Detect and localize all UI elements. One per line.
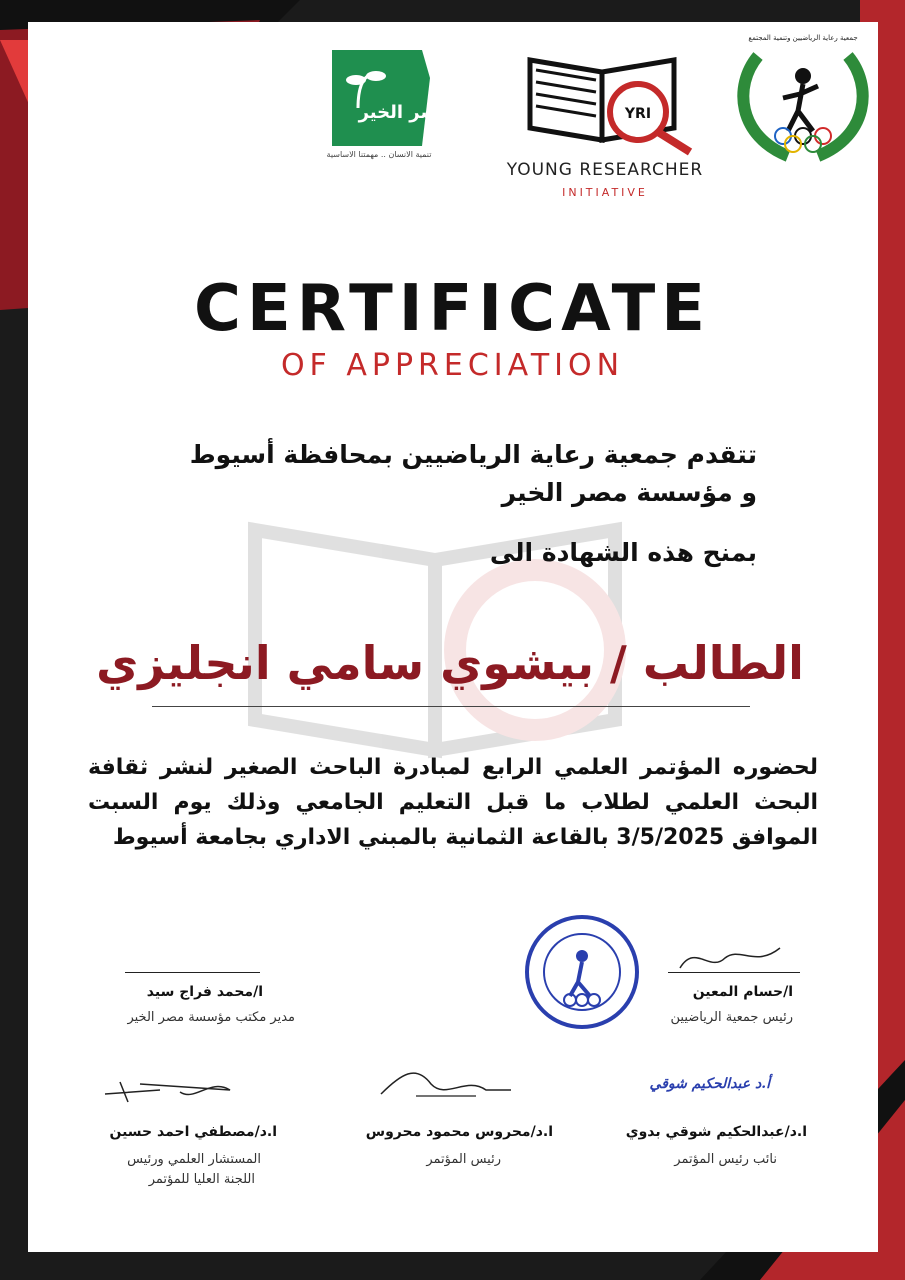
misr-elkheir-tagline: تنمية الانسان .. مهمتنا الاساسية xyxy=(326,150,432,159)
signature-line-1 xyxy=(668,972,800,973)
young-researcher-sub: INITIATIVE xyxy=(562,186,648,199)
young-researcher-name: YOUNG RESEARCHER xyxy=(506,160,704,180)
association-laurel-seal xyxy=(728,36,878,166)
signature-2-name: ا/محمد فراج سيد xyxy=(146,984,263,1000)
book-magnifier-icon xyxy=(490,42,720,152)
intro-line-1: تتقدم جمعية رعاية الرياضيين بمحافظة أسيوط xyxy=(189,440,757,469)
signature-5-title-line-2: اللجنة العليا للمؤتمر xyxy=(148,1172,255,1187)
signature-4-title: رئيس المؤتمر xyxy=(426,1152,501,1167)
signature-line-2 xyxy=(125,972,260,973)
signature-3-title: نائب رئيس المؤتمر xyxy=(674,1152,777,1167)
certificate-subtitle: OF APPRECIATION xyxy=(280,348,625,383)
intro-line-3: بمنح هذه الشهادة الى xyxy=(489,538,757,567)
signature-4-name: ا.د/محروس محمود محروس xyxy=(365,1124,553,1140)
misr-elkheir-logo xyxy=(318,48,450,168)
certificate-body: لحضوره المؤتمر العلمي الرابع لمبادرة الباحث الصغير لنشر ثقافة البحث العلمي لطلاب ما قبل التعليم الجامعي وذلك يوم السبت الموافق 3/5/2025 بالقاعة الثمانية بالمبني الاداري بجامعة أسيوط xyxy=(88,755,818,850)
signature-3-handwritten: أ.د عبدالحكيم شوقي xyxy=(649,1076,770,1092)
intro-line-2: و مؤسسة مصر الخير xyxy=(501,478,757,507)
official-stamp xyxy=(522,912,642,1032)
certificate-title: CERTIFICATE xyxy=(194,272,711,346)
signature-3-name: ا.د/عبدالحكيم شوقي بدوي xyxy=(625,1124,807,1140)
signature-5-name: ا.د/مصطفي احمد حسين xyxy=(109,1124,277,1140)
book-watermark-icon xyxy=(235,470,655,770)
yri-badge: YRI xyxy=(624,106,652,122)
young-researcher-logo xyxy=(490,42,720,207)
recipient-name: الطالب / بيشوي سامي انجليزي xyxy=(96,636,804,690)
signature-2-title: مدير مكتب مؤسسة مصر الخير xyxy=(127,1010,295,1025)
signature-mahrous-scribble xyxy=(376,1064,516,1108)
recipient-underline xyxy=(152,706,750,707)
misr-elkheir-wordmark: مصر الخير xyxy=(358,102,450,123)
signature-1-title: رئيس جمعية الرياضيين xyxy=(670,1010,793,1025)
misr-elkheir-logo-graphic xyxy=(318,48,450,148)
association-seal-label: جمعية رعاية الرياضيين وتنمية المجتمع xyxy=(748,34,858,42)
signature-mostafa-scribble xyxy=(100,1072,240,1108)
signature-1-name: ا/حسام المعين xyxy=(692,984,793,1000)
signature-5-title-line-1: المستشار العلمي ورئيس xyxy=(127,1152,261,1167)
